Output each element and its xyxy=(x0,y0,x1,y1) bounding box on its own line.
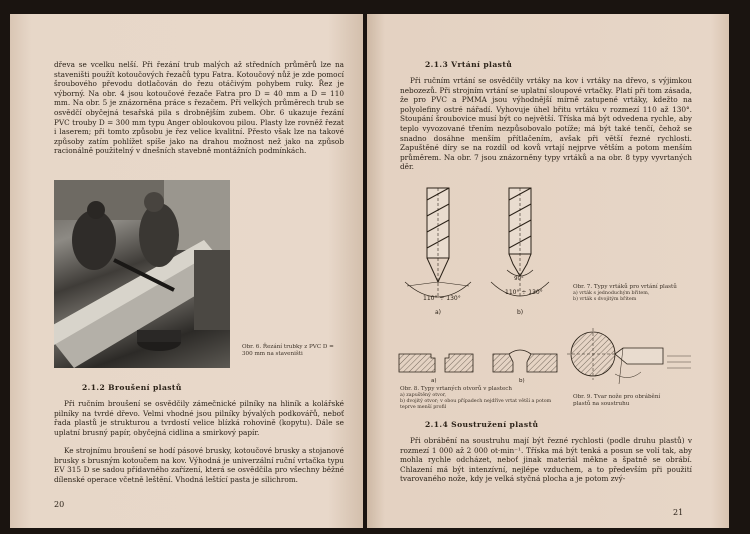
drill-b-label: b) xyxy=(517,309,524,316)
drill-a-icon xyxy=(405,188,471,297)
section-heading-soustružení: 2.1.4 Soustružení plastů xyxy=(425,420,539,429)
fig9-caption: Obr. 9. Tvar nože pro obrábění plastů na soustruhu xyxy=(573,394,661,408)
left-paragraph-2 xyxy=(54,399,344,437)
right-paragraph-2 xyxy=(400,436,692,484)
right-page xyxy=(367,14,729,528)
left-page-number: 20 xyxy=(54,500,65,509)
drill-b-tip-angle: 90° xyxy=(514,276,524,282)
left-paragraph-3-text: Ke strojnímu broušení se hodí pásové brusky, kotoučové brusky a stojanové brusky s brusným kotoučem na kov. Výhodná je univerzální ruční vrtačka typu EV 315 D se sadou přídavného zařízení, která se osvědčila pro všechny běžné dílenské operace včetně leštění. Vhodná leštící pasta je silichrom. xyxy=(54,446,344,484)
section-heading-broušení: 2.1.2 Broušení plastů xyxy=(82,383,182,392)
right-paragraph-1 xyxy=(400,76,692,172)
left-paragraph-1: dřeva se vcelku nelší. Při řezání trub malých až středních průměrů lze na staveništi použít kotoučových řezačů typu Fatra. Kotoučový nůž je zde pomocí šroubového převodu dotlačován do řezu otáčivým pohybem ruky. Řez je výborný. Na obr. 4 jsou kotoučové řezače Fatra pro D = 40 mm a D = 110 mm. Na obr. 5 je znázorněna práce s řezačem. Při velkých průměrech trub se osvědčí obyčejná tesařská pila s drobnějším zubem. Obr. 6 ukazuje řezání PVC trouby D = 300 mm typu Anger obloukovou pilou. Plasty lze rovněž řezat i laserem; při tomto způsobu je řez velice kvalitní. Přesto však lze na takové způsoby zatím pohlížet spíše jako na drahou možnost než jako na způsob racionálně použitelný v dnešních stavebně montážních podmínkách. xyxy=(54,60,344,156)
hole-b-label: b) xyxy=(519,378,525,384)
fig8-sub-b: b) dvojitý otvor; v obou případech nejdříve vrtat větší a potom teprve menší profil xyxy=(400,399,552,411)
fig8-caption: Obr. 8. Typy vrtaných otvorů v plastech xyxy=(400,386,513,392)
left-paragraph-2-text: Při ručním broušení se osvědčily zámečnické pilníky na hliník a kolářské pilníky na tvrdé dřevo. Velmi vhodné jsou pilníky bývalých podkovářů, neboť řada plastů je strukturou a tvrdostí velice blízká rohovině (kopytu). Dále se uplatní brusný papír, obyčejná cidlina a smirkový papír. xyxy=(54,399,344,437)
fig9-lathe-tool-drawing xyxy=(567,324,697,404)
fig7-drill-drawing xyxy=(395,186,585,316)
hole-a-icon xyxy=(399,354,473,372)
photo-pipe-cutting xyxy=(54,180,230,368)
hole-a-label: a) xyxy=(431,378,437,384)
fig7-caption: Obr. 7. Typy vrtáků pro vrtání plastů xyxy=(573,284,677,290)
fig8-sub-a: a) zapuštěný otvor, xyxy=(400,393,447,399)
fig7-sub-b: b) vrták s dvojitým břitem xyxy=(573,297,637,303)
photo-caption: Obr. 6. Řezání trubky z PVC D = 300 mm na staveništi xyxy=(242,344,334,358)
right-paragraph-1-text: Při ručním vrtání se osvědčily vrtáky na kov i vrtáky na dřevo, s výjimkou nebozezů. Při strojním vrtání se uplatní sloupové vrtačky. Platí při tom zásada, že pro PVC a PMMA jsou výhodnější mírně zatupené vrtáky, kdežto na polyolefiny ostré nářadí. Vyhovuje úhel břitu vrtáku v rozmezí 110 až 130°. Stoupání šroubovice musí být co největší. Tříska má být odvedena rychle, aby teplo vyvozované třením nezpůsobovalo potíže; má být také tenčí, čehož se snadno dosáhne menším přítlačením, avšak při větší řezné rychlosti. Zapuštěné díry se na rozdíl od kovů vrtají nejprve větším a potom menším průměrem. Na obr. 7 jsou znázorněny typy vrtáků a na obr. 8 typy vyvrtaných děr. xyxy=(400,76,692,172)
photo-illustration xyxy=(54,180,230,368)
hole-b-icon xyxy=(493,350,557,372)
right-paragraph-2-text: Při obrábění na soustruhu mají být řezné rychlosti (podle druhu plastů) v rozmezí 1 000 až 2 000 ot·min⁻¹. Tříska má být tenká a posun se volí tak, aby mohla rychle odcházet, neboť jinak materiál měkne a špatně se obrábí. Chlazení má být intenzívní, nejlépe vzduchem, a to především při použití tvarovaného nože, kdy je velká styčná plocha a je potom zvý- xyxy=(400,436,692,484)
drill-a-label: a) xyxy=(435,309,442,316)
fig7-sub-a: a) vrták s jednoduchým břitem, xyxy=(573,291,650,297)
drill-b-angle: 110° ÷ 130° xyxy=(505,289,543,296)
fig8-hole-drawing xyxy=(397,344,567,384)
left-paragraph-3 xyxy=(54,446,344,484)
lathe-tool-icon xyxy=(567,328,691,384)
drill-a-angle: 110° ÷ 130° xyxy=(423,295,461,302)
fig7-caption-block xyxy=(573,284,683,303)
fig8-caption-block xyxy=(400,386,560,411)
section-heading-vrtání: 2.1.3 Vrtání plastů xyxy=(425,60,513,69)
left-page xyxy=(10,14,363,528)
right-page-number: 21 xyxy=(673,508,684,517)
